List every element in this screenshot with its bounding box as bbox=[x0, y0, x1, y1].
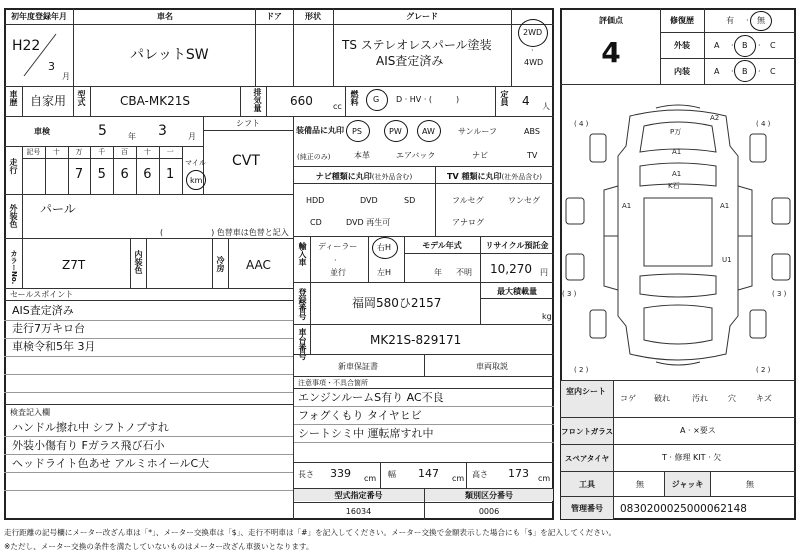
management-no-value: 0830200025000062148 bbox=[620, 503, 747, 515]
model-type-value: CBA-MK21S bbox=[120, 94, 190, 108]
import-dealer: ディーラー bbox=[318, 242, 358, 251]
inspector-line-3: ヘッドライト色あせ アルミホイールC大 bbox=[12, 457, 210, 470]
mileage-mile-label: マイル bbox=[185, 159, 206, 167]
navi-title-note: (社外品含む) bbox=[371, 173, 413, 181]
import-label: 輸入車 bbox=[298, 242, 307, 266]
tv-oneseg: ワンセグ bbox=[508, 196, 540, 205]
tv-fullseg: フルセグ bbox=[452, 196, 484, 205]
equipment-pw: PW bbox=[389, 127, 402, 136]
mileage-digit: 7 bbox=[74, 167, 84, 182]
recycle-value: 10,270 bbox=[490, 262, 532, 276]
header-body-type: 形状 bbox=[305, 12, 321, 21]
equipment-label: 装備品に丸印 bbox=[296, 126, 344, 135]
max-load-label: 最大積載量 bbox=[497, 287, 537, 296]
interior-grade-dot-1: · bbox=[731, 67, 734, 76]
interior-grade-label: 内装 bbox=[674, 67, 690, 76]
capacity-unit: 人 bbox=[542, 102, 550, 111]
tv-title-text: TV 種類に丸印 bbox=[447, 172, 502, 181]
length-label: 長さ bbox=[298, 470, 314, 479]
seat-hole: 穴 bbox=[728, 394, 736, 403]
vehicle-use-value: 自家用 bbox=[30, 94, 67, 108]
height-value: 173 bbox=[508, 467, 529, 480]
navi-cd: CD bbox=[310, 218, 322, 227]
inspection-month-unit: 月 bbox=[188, 132, 196, 141]
width-value: 147 bbox=[418, 467, 439, 480]
footer-note-2: ※ただし、メーター交換の条件を満たしていないものはメーター改ざん車扱いとなります。 bbox=[4, 542, 314, 551]
import-parallel: 並行 bbox=[330, 268, 346, 277]
spare-tire-label: スペアタイヤ bbox=[564, 454, 610, 463]
manual-label: 車両取説 bbox=[476, 362, 508, 371]
repair-option-no: 無 bbox=[757, 16, 765, 25]
svg-text:( 3 ): ( 3 ) bbox=[562, 290, 577, 298]
recycle-unit: 円 bbox=[540, 268, 548, 277]
first-registration-year: H22 bbox=[12, 38, 41, 54]
capacity-value: 4 bbox=[522, 94, 530, 108]
displacement-unit: cc bbox=[333, 102, 342, 111]
warranty-label: 新車保証書 bbox=[338, 362, 378, 371]
width-label: 幅 bbox=[388, 470, 396, 479]
max-load-unit: kg bbox=[542, 312, 552, 321]
exterior-color-value: パール bbox=[40, 202, 76, 216]
equipment-airbag: エアバック bbox=[396, 151, 436, 160]
fuel-label: 燃料 bbox=[350, 90, 359, 106]
svg-text:( 3 ): ( 3 ) bbox=[772, 290, 787, 298]
exterior-grade-a: A bbox=[714, 41, 720, 50]
drive-4wd: 4WD bbox=[524, 58, 544, 67]
svg-text:( 4 ): ( 4 ) bbox=[756, 120, 771, 128]
mileage-digit: 1 bbox=[166, 167, 175, 182]
length-value: 339 bbox=[330, 467, 351, 480]
exterior-grade-c: C bbox=[770, 41, 776, 50]
navi-sd: SD bbox=[404, 196, 416, 205]
interior-color-label: 内装色 bbox=[134, 250, 143, 274]
equipment-ps: PS bbox=[352, 127, 362, 136]
score-label: 評価点 bbox=[599, 16, 623, 25]
mileage-col-header: 一 bbox=[166, 148, 174, 156]
car-damage-diagram bbox=[560, 86, 796, 380]
fuel-g: G bbox=[373, 95, 380, 104]
note-line-3: シートシミ中 運転席すれ中 bbox=[298, 427, 434, 440]
model-year-unit: 年 bbox=[434, 268, 442, 277]
mileage-digit: 5 bbox=[97, 167, 106, 182]
diagram-mark-u1: U1 bbox=[722, 256, 732, 264]
front-glass-value: A · ×要ス bbox=[680, 426, 716, 435]
fuel-others: D · HV · ( ) bbox=[396, 95, 460, 104]
equipment-abs: ABS bbox=[524, 127, 540, 136]
seat-scratch: キズ bbox=[756, 394, 772, 403]
car-name-value: パレットSW bbox=[130, 47, 209, 63]
diagram-mark-a1-right: A1 bbox=[720, 202, 730, 210]
tv-title-note: (社外品含む) bbox=[501, 173, 542, 181]
mileage-col-header: 十 bbox=[143, 148, 151, 156]
diagram-mark-k: K石 bbox=[668, 182, 680, 190]
sales-point-2: 走行7万キロ台 bbox=[12, 322, 85, 335]
mileage-digit: 6 bbox=[120, 167, 129, 182]
equipment-sunroof: サンルーフ bbox=[458, 127, 497, 136]
exterior-color-label: 外装色 bbox=[9, 204, 18, 228]
aircon-label: 冷房 bbox=[216, 256, 225, 272]
diagram-mark-a2: A2 bbox=[710, 114, 720, 122]
mileage-col-header: 千 bbox=[98, 148, 106, 156]
inspection-year-unit: 年 bbox=[128, 132, 136, 141]
tools-label: 工具 bbox=[579, 480, 595, 489]
header-grade: グレード bbox=[406, 12, 438, 21]
jack-value: 無 bbox=[746, 480, 754, 489]
tv-title bbox=[435, 171, 554, 183]
exterior-grade-dot-1: · bbox=[731, 41, 734, 50]
repair-history-label: 修復歴 bbox=[670, 16, 694, 25]
sales-point-1: AIS査定済み bbox=[12, 304, 74, 317]
chassis-label: 車台番号 bbox=[298, 328, 307, 360]
equipment-leather: 本革 bbox=[354, 151, 370, 160]
inspector-label: 検査記入欄 bbox=[10, 408, 50, 417]
class-number-label: 類別区分番号 bbox=[465, 491, 513, 500]
seat-label: 室内シート bbox=[566, 387, 606, 396]
tools-value: 無 bbox=[636, 480, 644, 489]
interior-grade-c: C bbox=[770, 67, 776, 76]
header-door: ドア bbox=[266, 12, 282, 21]
mileage-col-divider bbox=[182, 146, 183, 194]
navi-dvd-play: DVD 再生可 bbox=[346, 218, 391, 227]
color-no-value: Z7T bbox=[62, 258, 86, 272]
height-label: 高さ bbox=[472, 470, 488, 479]
inspection-year: 5 bbox=[98, 123, 107, 139]
seat-burn: コゲ bbox=[620, 394, 636, 403]
score-value: 4 bbox=[601, 36, 621, 69]
inspector-line-2: 外装小傷有り Fガラス飛び石小 bbox=[12, 439, 165, 452]
jack-label: ジャッキ bbox=[671, 480, 704, 489]
first-registration-month-unit: 月 bbox=[62, 72, 70, 81]
displacement-label: 排気量 bbox=[253, 88, 262, 112]
diagram-mark-p: P万 bbox=[670, 128, 682, 136]
length-unit: cm bbox=[364, 474, 377, 483]
exterior-color-note: ( ) 色替車は色替と記入 bbox=[160, 228, 289, 237]
diagram-mark-a1-roof: A1 bbox=[672, 170, 682, 178]
first-registration-month: 3 bbox=[48, 60, 55, 73]
grade-line-1: TS ステレオレスパール塗装 bbox=[342, 38, 492, 52]
mileage-col-header: 万 bbox=[75, 148, 83, 156]
aircon-value: AAC bbox=[246, 258, 271, 272]
mileage-col-header: 十 bbox=[52, 148, 60, 156]
vehicle-use-label: 車歴 bbox=[9, 90, 18, 106]
steering-left: 左H bbox=[377, 268, 392, 277]
chassis-value: MK21S-829171 bbox=[370, 333, 462, 347]
inspection-month: 3 bbox=[158, 123, 167, 139]
sales-points-label: セールスポイント bbox=[10, 290, 74, 299]
width-unit: cm bbox=[452, 474, 465, 483]
capacity-label: 定員 bbox=[500, 90, 509, 106]
exterior-grade-label: 外装 bbox=[674, 41, 690, 50]
front-glass-label: フロントガラス bbox=[560, 427, 614, 436]
displacement-value: 660 bbox=[290, 94, 313, 108]
model-year-label: モデル年式 bbox=[422, 241, 462, 250]
model-year-unknown: 不明 bbox=[456, 268, 472, 277]
equipment-navi: ナビ bbox=[472, 151, 488, 160]
drive-2wd: 2WD bbox=[523, 28, 543, 37]
diagram-mark-a1-hood: A1 bbox=[672, 148, 682, 156]
tv-analog: アナログ bbox=[452, 218, 484, 227]
footer-note-1: 走行距離の記号欄にメーター改ざん車は「*」、メーター交換車は「$」、走行不明車は「#」を記入してください。メーター交換で金額表示した場合にも「$」を記入してください。 bbox=[4, 528, 617, 537]
navi-dvd: DVD bbox=[360, 196, 378, 205]
grade-line-2: AIS査定済み bbox=[376, 54, 444, 68]
repair-option-yes: 有 bbox=[726, 16, 734, 25]
repair-option-dot: · bbox=[746, 16, 749, 25]
equipment-note: (純正のみ) bbox=[297, 153, 331, 161]
header-first-registration: 初年度登録年月 bbox=[11, 12, 67, 21]
recycle-label: リサイクル預託金 bbox=[485, 241, 549, 250]
navi-title-text: ナビ種類に丸印 bbox=[315, 172, 372, 181]
management-no-label: 管理番号 bbox=[571, 504, 603, 513]
color-no-label: カラーNo. bbox=[10, 250, 18, 285]
svg-text:( 4 ): ( 4 ) bbox=[574, 120, 589, 128]
registration-label: 登録番号 bbox=[298, 288, 307, 320]
equipment-aw: AW bbox=[422, 127, 435, 136]
mileage-label: 走行 bbox=[9, 158, 18, 174]
svg-text:( 2 ): ( 2 ) bbox=[756, 366, 771, 374]
type-designation-label: 型式指定番号 bbox=[334, 491, 383, 500]
class-number-value: 0006 bbox=[478, 507, 500, 516]
mileage-col-header: 記号 bbox=[26, 148, 41, 156]
mileage-km: km bbox=[190, 176, 203, 185]
shift-label: シフト bbox=[236, 119, 260, 128]
mileage-col-header: 百 bbox=[121, 148, 129, 156]
diagram-mark-a1-left: A1 bbox=[622, 202, 632, 210]
type-designation-value: 16034 bbox=[345, 507, 372, 516]
inspector-line-1: ハンドル擦れ中 シフトノブすれ bbox=[12, 421, 169, 434]
navi-title bbox=[293, 171, 435, 183]
seat-dirt: 汚れ bbox=[692, 394, 708, 403]
model-type-label: 型式 bbox=[77, 90, 86, 106]
inspection-label: 車検 bbox=[34, 127, 50, 136]
note-line-2: フォグくもり タイヤヒビ bbox=[298, 409, 422, 422]
import-dot: · bbox=[334, 256, 337, 265]
sales-point-3: 車検令和5年 3月 bbox=[12, 340, 96, 353]
seat-tear: 破れ bbox=[654, 394, 670, 403]
equipment-tv: TV bbox=[527, 151, 538, 160]
shift-value: CVT bbox=[232, 153, 260, 169]
note-line-1: エンジンルームS有り AC不良 bbox=[298, 391, 444, 404]
exterior-grade-dot-2: · bbox=[758, 41, 761, 50]
notes-label: 注意事項・不具合箇所 bbox=[298, 379, 368, 387]
svg-text:( 2 ): ( 2 ) bbox=[574, 366, 589, 374]
header-car-name: 車名 bbox=[157, 12, 173, 21]
steering-right: 右H bbox=[377, 243, 392, 252]
height-unit: cm bbox=[538, 474, 551, 483]
interior-grade-a: A bbox=[714, 67, 720, 76]
spare-tire-value: T · 修理 KIT · 欠 bbox=[662, 453, 722, 462]
navi-hdd: HDD bbox=[306, 196, 325, 205]
exterior-grade-b: B bbox=[742, 41, 748, 50]
mileage-digit: 6 bbox=[143, 167, 152, 182]
drive-dot: · bbox=[531, 46, 534, 55]
interior-grade-dot-2: · bbox=[758, 67, 761, 76]
interior-grade-b: B bbox=[742, 67, 748, 76]
registration-value: 福岡580ひ2157 bbox=[352, 296, 442, 310]
